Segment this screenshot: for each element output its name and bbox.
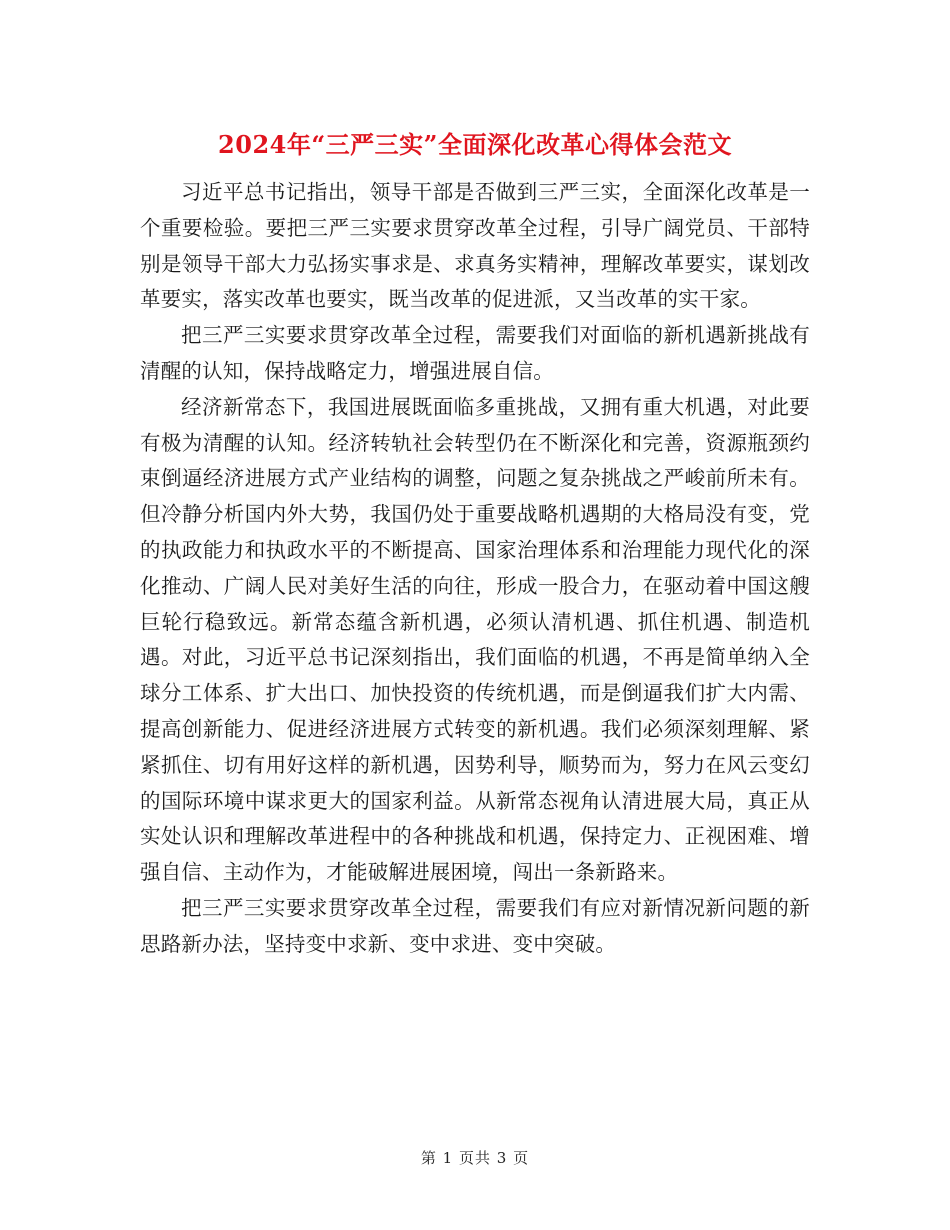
page-footer: 第 1 页共 3 页 xyxy=(420,1149,530,1167)
paragraph-3: 经济新常态下，我国进展既面临多重挑战，又拥有重大机遇，对此要有极为清醒的认知。经济转轨社会转型仍在不断深化和完善，资源瓶颈约束倒逼经济进展方式产业结构的调整，问题之复杂挑战之严峻前所未有。但冷静分析国内外大势，我国仍处于重要战略机遇期的大格局没有变，党的执政能力和执政水平的不断提高、国家治理体系和治理能力现代化的深化推动、广阔人民对美好生活的向往，形成一股合力，在驱动着中国这艘巨轮行稳致远。新常态蕴含新机遇，必须认清机遇、抓住机遇、制造机遇。对此，习近平总书记深刻指出，我们面临的机遇，不再是简单纳入全球分工体系、扩大出口、加快投资的传统机遇，而是倒逼我们扩大内需、提高创新能力、促进经济进展方式转变的新机遇。我们必须深刻理解、紧紧抓住、切有用好这样的新机遇，因势利导，顺势而为，努力在风云变幻的国际环境中谋求更大的国家利益。从新常态视角认清进展大局，真正从实处认识和理解改革进程中的各种挑战和机遇，保持定力、正视困难、增强自信、主动作为，才能破解进展困境，闯出一条新路来。 xyxy=(140,394,810,885)
paragraph-4: 把三严三实要求贯穿改革全过程，需要我们有应对新情况新问题的新思路新办法，坚持变中求新、变中求进、变中突破。 xyxy=(140,895,810,956)
paragraph-1: 习近平总书记指出，领导干部是否做到三严三实，全面深化改革是一个重要检验。要把三严三实要求贯穿改革全过程，引导广阔党员、干部特别是领导干部大力弘扬实事求是、求真务实精神，理解改革要实，谋划改革要实，落实改革也要实，既当改革的促进派，又当改革的实干家。 xyxy=(140,180,810,312)
document-title: 2024年“三严三实”全面深化改革心得体会范文 xyxy=(218,130,732,160)
document-body xyxy=(140,175,810,963)
paragraph-2: 把三严三实要求贯穿改革全过程，需要我们对面临的新机遇新挑战有清醒的认知，保持战略定力，增强进展自信。 xyxy=(140,323,810,383)
